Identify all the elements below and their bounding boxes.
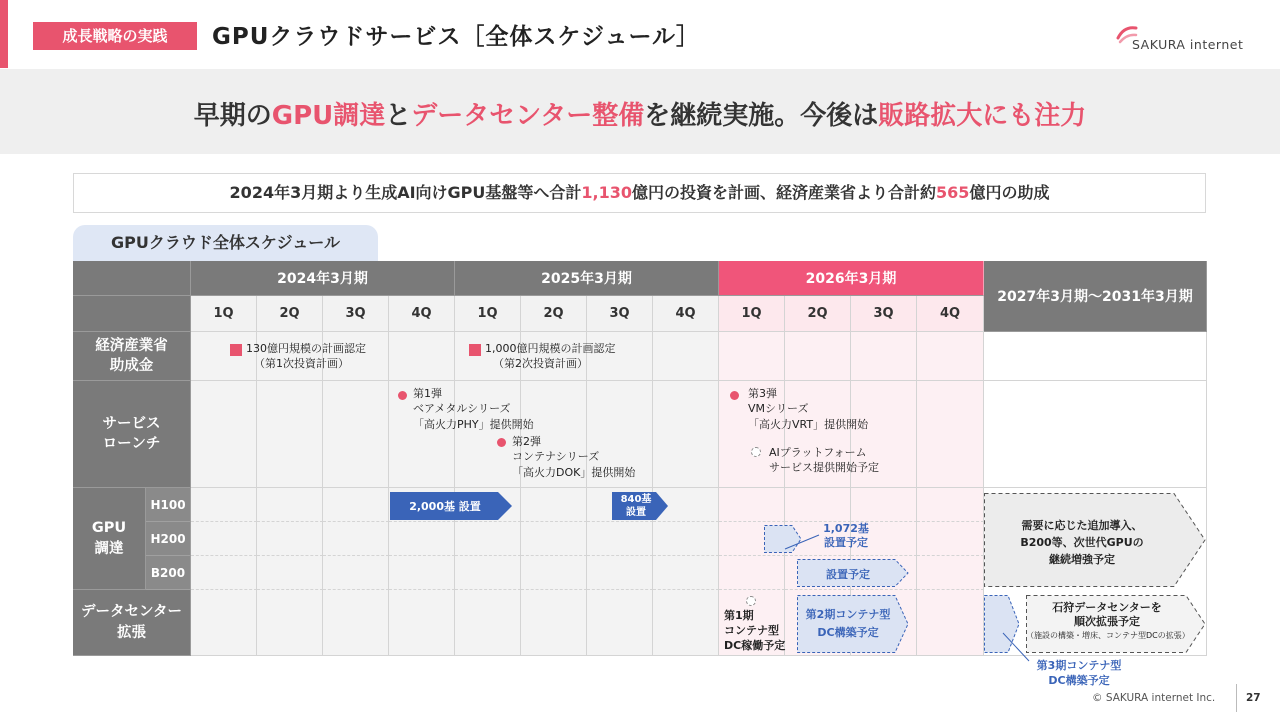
schedule-cell — [191, 590, 257, 656]
schedule-cell — [587, 590, 653, 656]
copyright: © SAKURA internet Inc. — [1092, 692, 1216, 704]
quarter-header: 4Q — [653, 296, 719, 332]
schedule-cell — [653, 590, 719, 656]
dc-phase2 — [797, 606, 899, 641]
corner-cell — [73, 261, 191, 296]
schedule-cell — [851, 332, 917, 381]
schedule-cell — [323, 381, 389, 488]
schedule-cell — [917, 556, 984, 590]
schedule-cell — [257, 522, 323, 556]
long-term-cell — [984, 381, 1207, 488]
arrow-line: 需要に応じた追加導入、 — [1021, 519, 1143, 532]
gpu-h200-install — [811, 522, 881, 550]
quarter-header: 3Q — [323, 296, 389, 332]
schedule-cell — [257, 381, 323, 488]
dc-line: 第1期 — [724, 609, 754, 622]
schedule-cell — [323, 556, 389, 590]
fy-header: 2024年3月期 — [191, 261, 455, 296]
headline-accent: データセンター整備 — [411, 101, 645, 131]
schedule-cell — [257, 488, 323, 522]
schedule-cell — [257, 556, 323, 590]
subsidy-line: （第1次投資計画） — [254, 357, 349, 371]
milestone-square-icon — [230, 344, 242, 356]
schedule-cell — [191, 556, 257, 590]
schedule-cell — [917, 488, 984, 522]
schedule-cell — [653, 556, 719, 590]
accent-bar — [0, 0, 8, 68]
schedule-cell — [323, 590, 389, 656]
arrow-line: DC構築予定 — [817, 625, 879, 639]
arrow-line: B200等、次世代GPUの — [1020, 536, 1144, 550]
service-line: サービス提供開始予定 — [769, 461, 879, 475]
gpu-model-h200: H200 — [146, 522, 191, 556]
schedule-cell — [323, 488, 389, 522]
service-line: 「高火力PHY」提供開始 — [413, 417, 534, 431]
subsidy-item — [246, 341, 366, 372]
service-line: コンテナシリーズ — [512, 450, 600, 464]
quarter-header: 1Q — [191, 296, 257, 332]
dc-phase3 — [1024, 659, 1134, 689]
investment-summary — [73, 173, 1206, 213]
gpu-model-b200: B200 — [146, 556, 191, 590]
headline-part: 早期の — [193, 101, 272, 131]
schedule-cell — [191, 522, 257, 556]
row-header-service: サービス ローンチ — [73, 381, 191, 488]
quarter-header: 1Q — [455, 296, 521, 332]
quarter-header: 4Q — [917, 296, 984, 332]
schedule-cell — [521, 556, 587, 590]
subsidy-line: （第2次投資計画） — [493, 357, 588, 371]
milestone-dot-icon — [497, 438, 506, 447]
row-header-gpu: GPU 調達 — [73, 488, 146, 590]
arrow-line: 設置 — [626, 506, 646, 518]
arrow-line: 1,072基 — [823, 522, 869, 535]
subsidy-item — [485, 341, 616, 372]
quarter-header: 2Q — [521, 296, 587, 332]
schedule-cell — [653, 381, 719, 488]
page-number: 27 — [1246, 692, 1261, 704]
service-launch-1 — [413, 386, 534, 432]
dc-ishikari — [1026, 601, 1188, 641]
dc-line: DC稼働予定 — [724, 638, 786, 652]
arrow-line: 840基 — [620, 494, 652, 505]
schedule-cell — [587, 556, 653, 590]
footer-divider — [1236, 684, 1237, 712]
service-line: AIプラットフォーム — [769, 446, 867, 459]
sakura-logo — [1112, 24, 1257, 54]
slide-title: GPUクラウドサービス［全体スケジュール］ — [212, 24, 701, 50]
service-launch-2 — [512, 434, 635, 480]
milestone-dot-icon — [398, 391, 407, 400]
quarter-header: 2Q — [257, 296, 323, 332]
schedule-cell — [719, 332, 785, 381]
subsidy-line: 130億円規模の計画認定 — [246, 342, 366, 355]
arrow-line: 継続増強予定 — [1049, 553, 1115, 567]
service-line: 第1弾 — [413, 387, 442, 400]
schedule-cell — [917, 590, 984, 656]
schedule-cell — [389, 332, 455, 381]
service-line: 「高火力DOK」提供開始 — [512, 465, 636, 479]
gpu-h100-install-840 — [612, 494, 660, 519]
schedule-cell — [719, 488, 785, 522]
planned-dot-icon — [746, 596, 756, 606]
schedule-cell — [521, 488, 587, 522]
quarter-header: 4Q — [389, 296, 455, 332]
arrow-line: 第3期コンテナ型 — [1036, 659, 1122, 672]
schedule-cell — [851, 488, 917, 522]
schedule-cell — [191, 488, 257, 522]
planned-dot-icon — [751, 447, 761, 457]
quarter-header: 2Q — [785, 296, 851, 332]
schedule-cell — [323, 522, 389, 556]
schedule-cell — [455, 556, 521, 590]
schedule-cell — [785, 332, 851, 381]
investment-text: 億円の投資を計画、経済産業省より合計約 — [632, 183, 937, 202]
quarter-header: 3Q — [587, 296, 653, 332]
schedule-table — [73, 261, 1207, 656]
headline — [0, 95, 1280, 132]
logo-text: SAKURA internet — [1132, 37, 1244, 52]
headline-part: を継続実施。今後は — [644, 101, 879, 131]
schedule-cell — [917, 332, 984, 381]
row-header-dc: データセンター 拡張 — [73, 590, 191, 656]
quarter-header: 3Q — [851, 296, 917, 332]
schedule-cell — [389, 556, 455, 590]
quarter-header: 1Q — [719, 296, 785, 332]
schedule-cell — [917, 522, 984, 556]
schedule-cell — [653, 332, 719, 381]
service-launch-3 — [748, 386, 868, 432]
schedule-cell — [191, 381, 257, 488]
gpu-b200-install: 設置予定 — [826, 568, 870, 581]
subsidy-line: 1,000億円規模の計画認定 — [485, 342, 616, 355]
service-line: ベアメタルシリーズ — [413, 402, 511, 416]
dc-line: コンテナ型 — [724, 623, 779, 637]
investment-text: 2024年3月期より生成AI向けGPU基盤等へ合計 — [229, 183, 582, 202]
schedule-cell — [719, 556, 785, 590]
investment-amount: 1,130 — [581, 183, 633, 202]
gpu-model-h100: H100 — [146, 488, 191, 522]
schedule-cell — [917, 381, 984, 488]
arrow-line: 順次拡張予定 — [1074, 614, 1140, 628]
section-tag: 成長戦略の実践 — [33, 22, 197, 50]
service-line: 第3弾 — [748, 387, 777, 400]
fy-header: 2025年3月期 — [455, 261, 719, 296]
gpu-h100-install-2000: 2,000基 設置 — [409, 500, 481, 513]
fy-header-current: 2026年3月期 — [719, 261, 984, 296]
corner-cell — [73, 296, 191, 332]
long-term-cell — [984, 332, 1207, 381]
service-line: 「高火力VRT」提供開始 — [748, 417, 869, 431]
schedule-cell — [653, 522, 719, 556]
arrow-line: 第2期コンテナ型 — [805, 608, 891, 621]
schedule-cell — [257, 590, 323, 656]
service-line: VMシリーズ — [748, 402, 809, 416]
schedule-cell — [455, 522, 521, 556]
dc-phase1 — [724, 609, 785, 654]
schedule-cell — [521, 522, 587, 556]
headline-accent: GPU調達 — [271, 101, 386, 131]
arrow-line: DC構築予定 — [1048, 673, 1110, 687]
schedule-cell — [587, 522, 653, 556]
schedule-cell — [455, 590, 521, 656]
headline-part: と — [385, 101, 412, 131]
gpu-future-plan — [984, 517, 1180, 568]
row-header-subsidy: 経済産業省 助成金 — [73, 332, 191, 381]
milestone-square-icon — [469, 344, 481, 356]
schedule-cell — [521, 590, 587, 656]
arrow-note: （施設の構築・増床、コンテナ型DCの拡張） — [1026, 630, 1190, 640]
headline-accent: 販路拡大にも注力 — [878, 101, 1087, 131]
long-term-header: 2027年3月期〜2031年3月期 — [984, 261, 1207, 332]
schedule-cell — [785, 488, 851, 522]
investment-text: 億円の助成 — [969, 183, 1050, 202]
milestone-dot-icon — [730, 391, 739, 400]
headline-banner — [0, 69, 1280, 154]
service-line: 第2弾 — [512, 435, 541, 448]
schedule-label: GPUクラウド全体スケジュール — [73, 225, 378, 261]
subsidy-amount: 565 — [936, 183, 970, 202]
arrow-line: 設置予定 — [824, 535, 868, 549]
service-launch-4 — [769, 445, 879, 476]
arrow-line: 石狩データセンターを — [1052, 601, 1162, 614]
schedule-cell — [389, 522, 455, 556]
schedule-cell — [389, 590, 455, 656]
